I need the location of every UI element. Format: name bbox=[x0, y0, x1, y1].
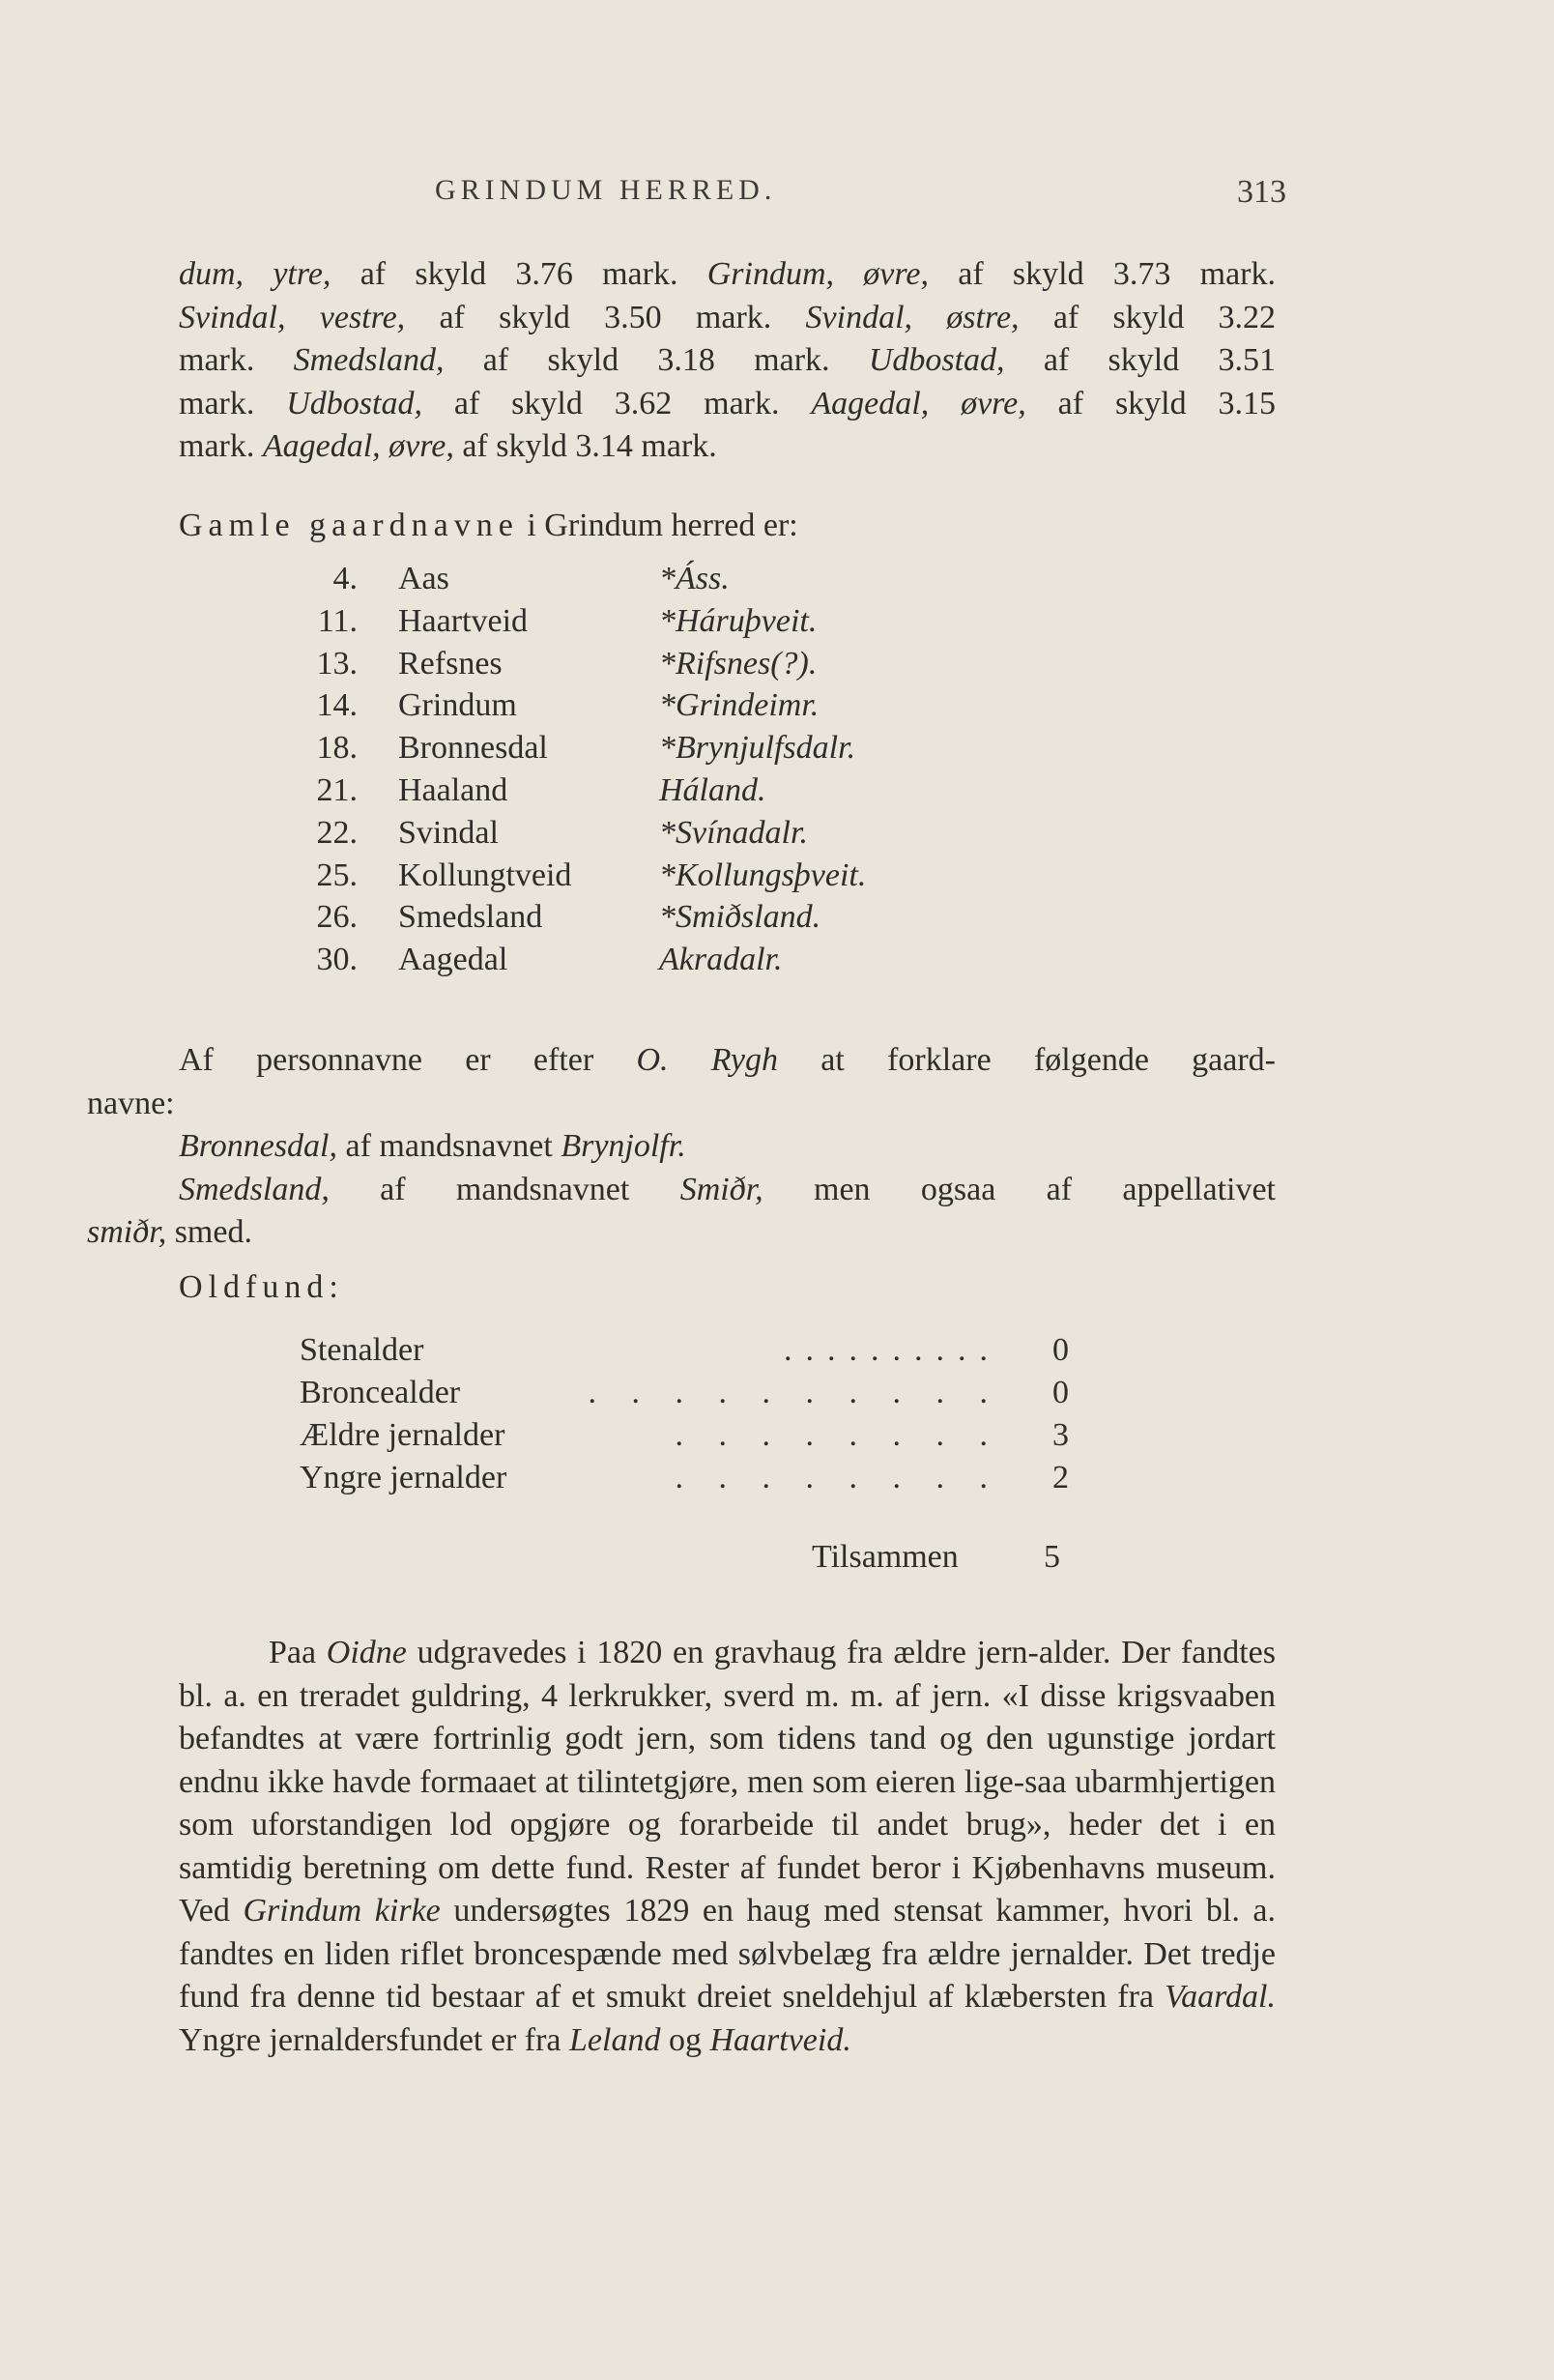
oldfund-row bbox=[300, 1417, 1069, 1460]
leader-dots: . . . . . . . . bbox=[675, 1460, 1001, 1495]
skyld-line bbox=[179, 425, 1276, 469]
leader-dots: . . . . . . . . . . bbox=[588, 1375, 1001, 1410]
period-label: Stenalder bbox=[300, 1332, 424, 1368]
farm-number: 21. bbox=[316, 772, 358, 808]
farm-name: Svindal, østre, bbox=[805, 299, 1053, 335]
modern-name: Bronnesdal bbox=[398, 730, 548, 767]
person-text: men ogsaa af appellativet bbox=[763, 1171, 1276, 1207]
old-norse-name: *Svínadalr. bbox=[659, 814, 808, 851]
old-norse-name: Akradalr. bbox=[659, 942, 783, 978]
farm-name: Aagedal, øvre, bbox=[262, 428, 463, 464]
body-text: udgravedes i 1820 en gravhaug fra ældre jern-alder. Der fandtes bl. a. en treradet guldring, 4 lerkrukker, sverd m. m. af jern. «I disse krigsvaaben befandtes at være fortrinlig godt jern, som tidens tand og den ugunstige jordart endnu ikke havde formaaet at tilintetgjøre, men som eieren lige-saa ubarmhjertigen som uforstandigen lod opgjøre og forarbeide til andet brug», heder det i en samtidig beretning om dette fund. Rester af fundet beror i Kjøbenhavns museum. Ved bbox=[179, 1635, 1276, 1929]
farm-number: 25. bbox=[316, 856, 358, 893]
farm-number: 4. bbox=[332, 561, 358, 596]
person-text: af mandsnavnet bbox=[337, 1128, 561, 1164]
old-norse-name: *Brynjulfsdalr. bbox=[659, 730, 856, 767]
skyld-text: af skyld 3.50 mark. bbox=[439, 299, 806, 335]
farm-number: 22. bbox=[316, 814, 358, 851]
old-norse-name: *Rifsnes(?). bbox=[659, 645, 818, 682]
farm-name: Smedsland, bbox=[179, 1171, 330, 1207]
body-text: undersøgtes 1829 en haug med stensat kammer, hvori bl. a. fandtes en liden riflet broncespænde med sølvbelæg fra ældre jernalder. Det tredje fund fra denne tid bestaar af et smukt dreiet sneldehjul af klæbersten fra bbox=[179, 1893, 1276, 2015]
modern-name: Svindal bbox=[398, 814, 499, 851]
farm-name: Oidne bbox=[326, 1635, 407, 1670]
person-paragraph bbox=[87, 1039, 1276, 1255]
skyld-line bbox=[179, 297, 1276, 340]
oldfund-row bbox=[300, 1375, 1069, 1417]
body-text: og bbox=[660, 2021, 710, 2058]
skyld-text: af skyld 3.51 bbox=[1043, 342, 1276, 378]
period-count: 3 bbox=[1052, 1417, 1069, 1453]
modern-name: Smedsland bbox=[398, 899, 543, 936]
farm-name: dum, ytre, bbox=[179, 256, 360, 292]
person-text: smed. bbox=[166, 1214, 252, 1250]
total-value: 5 bbox=[1044, 1539, 1060, 1575]
oldfund-row bbox=[300, 1332, 1069, 1375]
skyld-text: af skyld 3.14 mark. bbox=[462, 428, 717, 464]
farm-name: Bronnesdal, bbox=[179, 1128, 338, 1164]
person-text: Af personnavne er efter bbox=[179, 1042, 637, 1078]
old-norse-name: *Áss. bbox=[659, 561, 730, 596]
old-norse-name: *Kollungsþveit. bbox=[659, 856, 867, 893]
body-text: Paa bbox=[269, 1635, 327, 1670]
oldfund-heading bbox=[179, 1266, 1276, 1310]
total-label: Tilsammen bbox=[812, 1539, 959, 1575]
find-paragraph bbox=[179, 1632, 1276, 2062]
skyld-line bbox=[179, 339, 1276, 383]
modern-name: Aagedal bbox=[398, 942, 508, 978]
skyld-text: mark. bbox=[179, 342, 294, 378]
period-label: Broncealder bbox=[300, 1375, 461, 1410]
farm-name: Aagedal, øvre, bbox=[811, 385, 1058, 421]
person-line-5 bbox=[87, 1211, 1276, 1255]
period-label: Yngre jernalder bbox=[300, 1460, 507, 1495]
header-title: GRINDUM HERRED. bbox=[435, 174, 777, 206]
modern-name: Grindum bbox=[398, 687, 517, 724]
farm-number: 18. bbox=[316, 730, 358, 767]
person-line-3 bbox=[179, 1125, 1276, 1169]
modern-name: Kollungtveid bbox=[398, 856, 572, 893]
farm-number: 11. bbox=[317, 602, 358, 639]
author-name: O. Rygh bbox=[636, 1042, 779, 1078]
farm-name: Smedsland, bbox=[293, 342, 483, 378]
old-norse-name: *Smiðsland. bbox=[659, 899, 821, 936]
old-norse-name: *Háruþveit. bbox=[659, 602, 818, 639]
skyld-paragraph bbox=[179, 253, 1276, 469]
farm-number: 26. bbox=[316, 899, 358, 936]
gamle-heading bbox=[179, 505, 1276, 548]
modern-name: Haartveid bbox=[398, 602, 529, 639]
farm-number: 14. bbox=[316, 687, 358, 724]
person-name: Smiðr, bbox=[679, 1171, 763, 1207]
skyld-line bbox=[179, 383, 1276, 426]
church-name: Grindum kirke bbox=[243, 1893, 441, 1929]
modern-name: Haaland bbox=[398, 772, 508, 808]
body-text: Yngre jernaldersfundet er fra bbox=[179, 2021, 570, 2058]
leader-dots: .......... bbox=[784, 1332, 1001, 1368]
skyld-text: af skyld 3.76 mark. bbox=[360, 256, 707, 292]
person-line-4 bbox=[179, 1169, 1276, 1212]
person-line-2: navne: bbox=[87, 1085, 175, 1121]
skyld-text: af skyld 3.73 mark. bbox=[958, 256, 1277, 292]
farm-name: Svindal, vestre, bbox=[179, 299, 440, 335]
farm-name: Udbostad, bbox=[868, 342, 1044, 378]
oldfund-heading-text: Oldfund: bbox=[179, 1269, 344, 1305]
skyld-text: af skyld 3.18 mark. bbox=[482, 342, 869, 378]
skyld-line bbox=[179, 253, 1276, 297]
running-header bbox=[0, 174, 1554, 222]
old-norse-name: *Grindeimr. bbox=[659, 687, 820, 724]
skyld-text: af skyld 3.22 bbox=[1052, 299, 1276, 335]
period-label: Ældre jernalder bbox=[300, 1417, 505, 1453]
farm-name: Udbostad, bbox=[286, 385, 454, 421]
old-norse-name: Háland. bbox=[659, 772, 766, 808]
person-text: af mandsnavnet bbox=[329, 1171, 680, 1207]
skyld-text: mark. bbox=[179, 428, 263, 464]
period-count: 2 bbox=[1052, 1460, 1069, 1495]
oldfund-row bbox=[300, 1460, 1069, 1502]
skyld-text: af skyld 3.15 bbox=[1057, 385, 1277, 421]
modern-name: Refsnes bbox=[398, 645, 503, 682]
gamle-heading-spaced: Gamle gaardnavne bbox=[179, 508, 519, 543]
skyld-text: mark. bbox=[179, 385, 287, 421]
person-name: Brynjolfr. bbox=[561, 1128, 686, 1164]
farm-name: Leland bbox=[569, 2021, 661, 2058]
person-text: at forklare følgende gaard- bbox=[778, 1042, 1276, 1078]
period-count: 0 bbox=[1052, 1375, 1069, 1410]
farm-name: Vaardal. bbox=[1165, 1979, 1276, 2015]
skyld-text: af skyld 3.62 mark. bbox=[453, 385, 812, 421]
appellative: smiðr, bbox=[87, 1214, 167, 1250]
period-count: 0 bbox=[1052, 1332, 1069, 1368]
page-number: 313 bbox=[1237, 174, 1286, 210]
person-line-1 bbox=[179, 1039, 1276, 1083]
oldfund-total bbox=[812, 1539, 1060, 1576]
farm-name: Haartveid. bbox=[709, 2021, 851, 2058]
farm-name: Grindum, øvre, bbox=[706, 256, 959, 292]
farm-number: 30. bbox=[316, 942, 358, 978]
modern-name: Aas bbox=[398, 561, 449, 596]
gamle-heading-rest: i Grindum herred er: bbox=[518, 508, 798, 543]
farm-number: 13. bbox=[316, 645, 358, 682]
leader-dots: . . . . . . . . bbox=[675, 1417, 1001, 1453]
